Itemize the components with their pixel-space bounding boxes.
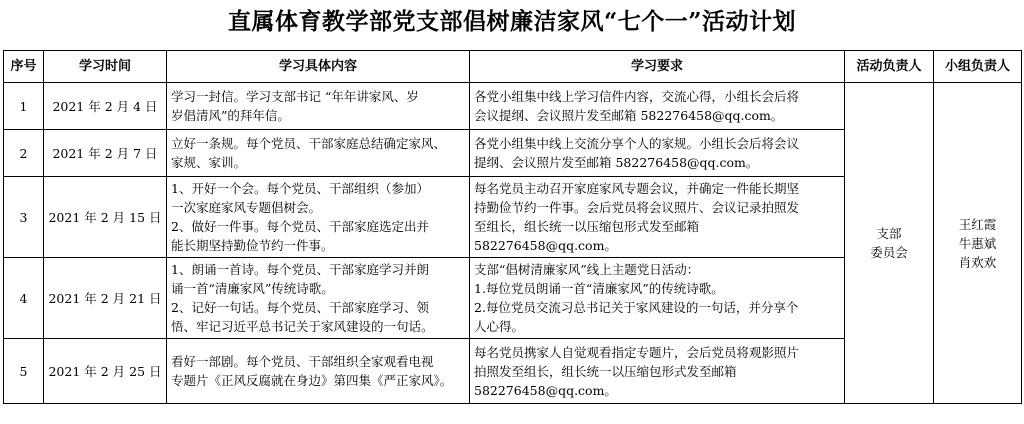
row-content xyxy=(167,258,470,339)
row-content xyxy=(167,177,470,258)
activity-leader-line: 支部 xyxy=(876,226,902,241)
row-seq: 5 xyxy=(4,339,44,404)
row-content xyxy=(167,339,470,404)
requirement-line: 各党小组集中线上学习信件内容，交流心得，小组长会后将 xyxy=(474,89,800,104)
table-row xyxy=(4,83,1022,130)
header-requirement: 学习要求 xyxy=(470,51,845,83)
header-seq: 序号 xyxy=(4,51,44,83)
content-line: 1、开好一个会。每个党员、干部组织（参加） xyxy=(171,181,429,196)
row-time: 2021 年 2 月 21 日 xyxy=(44,258,167,339)
header-content: 学习具体内容 xyxy=(167,51,470,83)
row-seq: 4 xyxy=(4,258,44,339)
group-leader-name: 肖欢欢 xyxy=(958,254,997,270)
content-line: 诵一首“清廉家风”传统诗歌。 xyxy=(171,281,334,296)
requirement-line: 提纲、会议照片发至邮箱 582276458@qq.com。 xyxy=(474,155,759,170)
row-content xyxy=(167,83,470,130)
requirement-line: 582276458@qq.com。 xyxy=(474,382,617,398)
requirement-line: 会议提纲、会议照片发至邮箱 582276458@qq.com。 xyxy=(474,108,784,123)
requirement-line: 1.每位党员朗诵一首“清廉家风”的传统诗歌。 xyxy=(474,281,724,296)
content-line: 家规、家训。 xyxy=(171,155,247,170)
content-line: 立好一条规。每个党员、干部家庭总结确定家风、 xyxy=(171,136,447,151)
content-line: 1、朗诵一首诗。每个党员、干部家庭学习并朗 xyxy=(171,262,429,277)
header-group-leader: 小组负责人 xyxy=(934,51,1022,83)
row-seq: 3 xyxy=(4,177,44,258)
content-line: 2、做好一件事。每个党员、干部家庭选定出并 xyxy=(171,219,429,234)
requirement-line: 拍照发至组长，组长统一以压缩包形式发至邮箱 xyxy=(474,363,737,379)
requirement-line: 至组长，组长统一以压缩包形式发至邮箱 xyxy=(474,219,700,234)
content-line: 看好一部剧。每个党员、干部组织全家观看电视 xyxy=(171,354,434,369)
activity-leader-cell xyxy=(845,83,934,404)
requirement-line: 每名党员主动召开家庭家风专题会议，并确定一件能长期坚 xyxy=(474,181,800,196)
activity-plan-table xyxy=(3,50,1022,404)
row-requirement xyxy=(470,130,845,177)
row-seq: 1 xyxy=(4,83,44,130)
requirement-line: 支部“倡树清廉家风”线上主题党日活动： xyxy=(474,262,700,277)
page-title: 直属体育教学部党支部倡树廉洁家风“七个一”活动计划 xyxy=(228,8,796,35)
table-header-row xyxy=(4,51,1022,83)
content-line: 悟、牢记习近平总书记关于家风建设的一句话。 xyxy=(171,319,434,334)
row-time: 2021 年 2 月 15 日 xyxy=(44,177,167,258)
requirement-line: 每名党员携家人自觉观看指定专题片，会后党员将观影照片 xyxy=(474,344,800,360)
content-line: 一次家庭家风专题倡树会。 xyxy=(171,200,322,215)
requirement-line: 2.每位党员交流习总书记关于家风建设的一句话，并分享个 xyxy=(474,300,799,315)
row-content xyxy=(167,130,470,177)
activity-leader-line: 委员会 xyxy=(870,245,908,260)
group-leader-name: 牛惠斌 xyxy=(958,235,997,251)
content-line: 能长期坚持勤俭节约一件事。 xyxy=(171,238,334,253)
content-line: 2、记好一句话。每个党员、干部家庭学习、领 xyxy=(171,300,429,315)
row-time: 2021 年 2 月 25 日 xyxy=(44,339,167,404)
row-requirement xyxy=(470,83,845,130)
row-requirement xyxy=(470,339,845,404)
requirement-line: 各党小组集中线上交流分享个人的家规。小组长会后将会议 xyxy=(474,136,800,151)
row-time: 2021 年 2 月 7 日 xyxy=(44,130,167,177)
header-time: 学习时间 xyxy=(44,51,167,83)
group-leader-name: 王红霞 xyxy=(958,216,997,232)
group-leader-cell xyxy=(934,83,1022,404)
requirement-line: 582276458@qq.com。 xyxy=(474,238,617,253)
content-line: 专题片《正风反腐就在身边》第四集《严正家风》。 xyxy=(171,373,453,388)
requirement-line: 持勤俭节约一件事。会后党员将会议照片、会议记录拍照发 xyxy=(474,200,800,215)
requirement-line: 人心得。 xyxy=(474,319,525,334)
row-seq: 2 xyxy=(4,130,44,177)
header-activity-leader: 活动负责人 xyxy=(845,51,934,83)
content-line: 岁倡清风”的拜年信。 xyxy=(171,108,290,123)
row-requirement xyxy=(470,177,845,258)
content-line: 学习一封信。学习支部书记 “年年讲家风、岁 xyxy=(171,89,419,104)
row-requirement xyxy=(470,258,845,339)
row-time: 2021 年 2 月 4 日 xyxy=(44,83,167,130)
